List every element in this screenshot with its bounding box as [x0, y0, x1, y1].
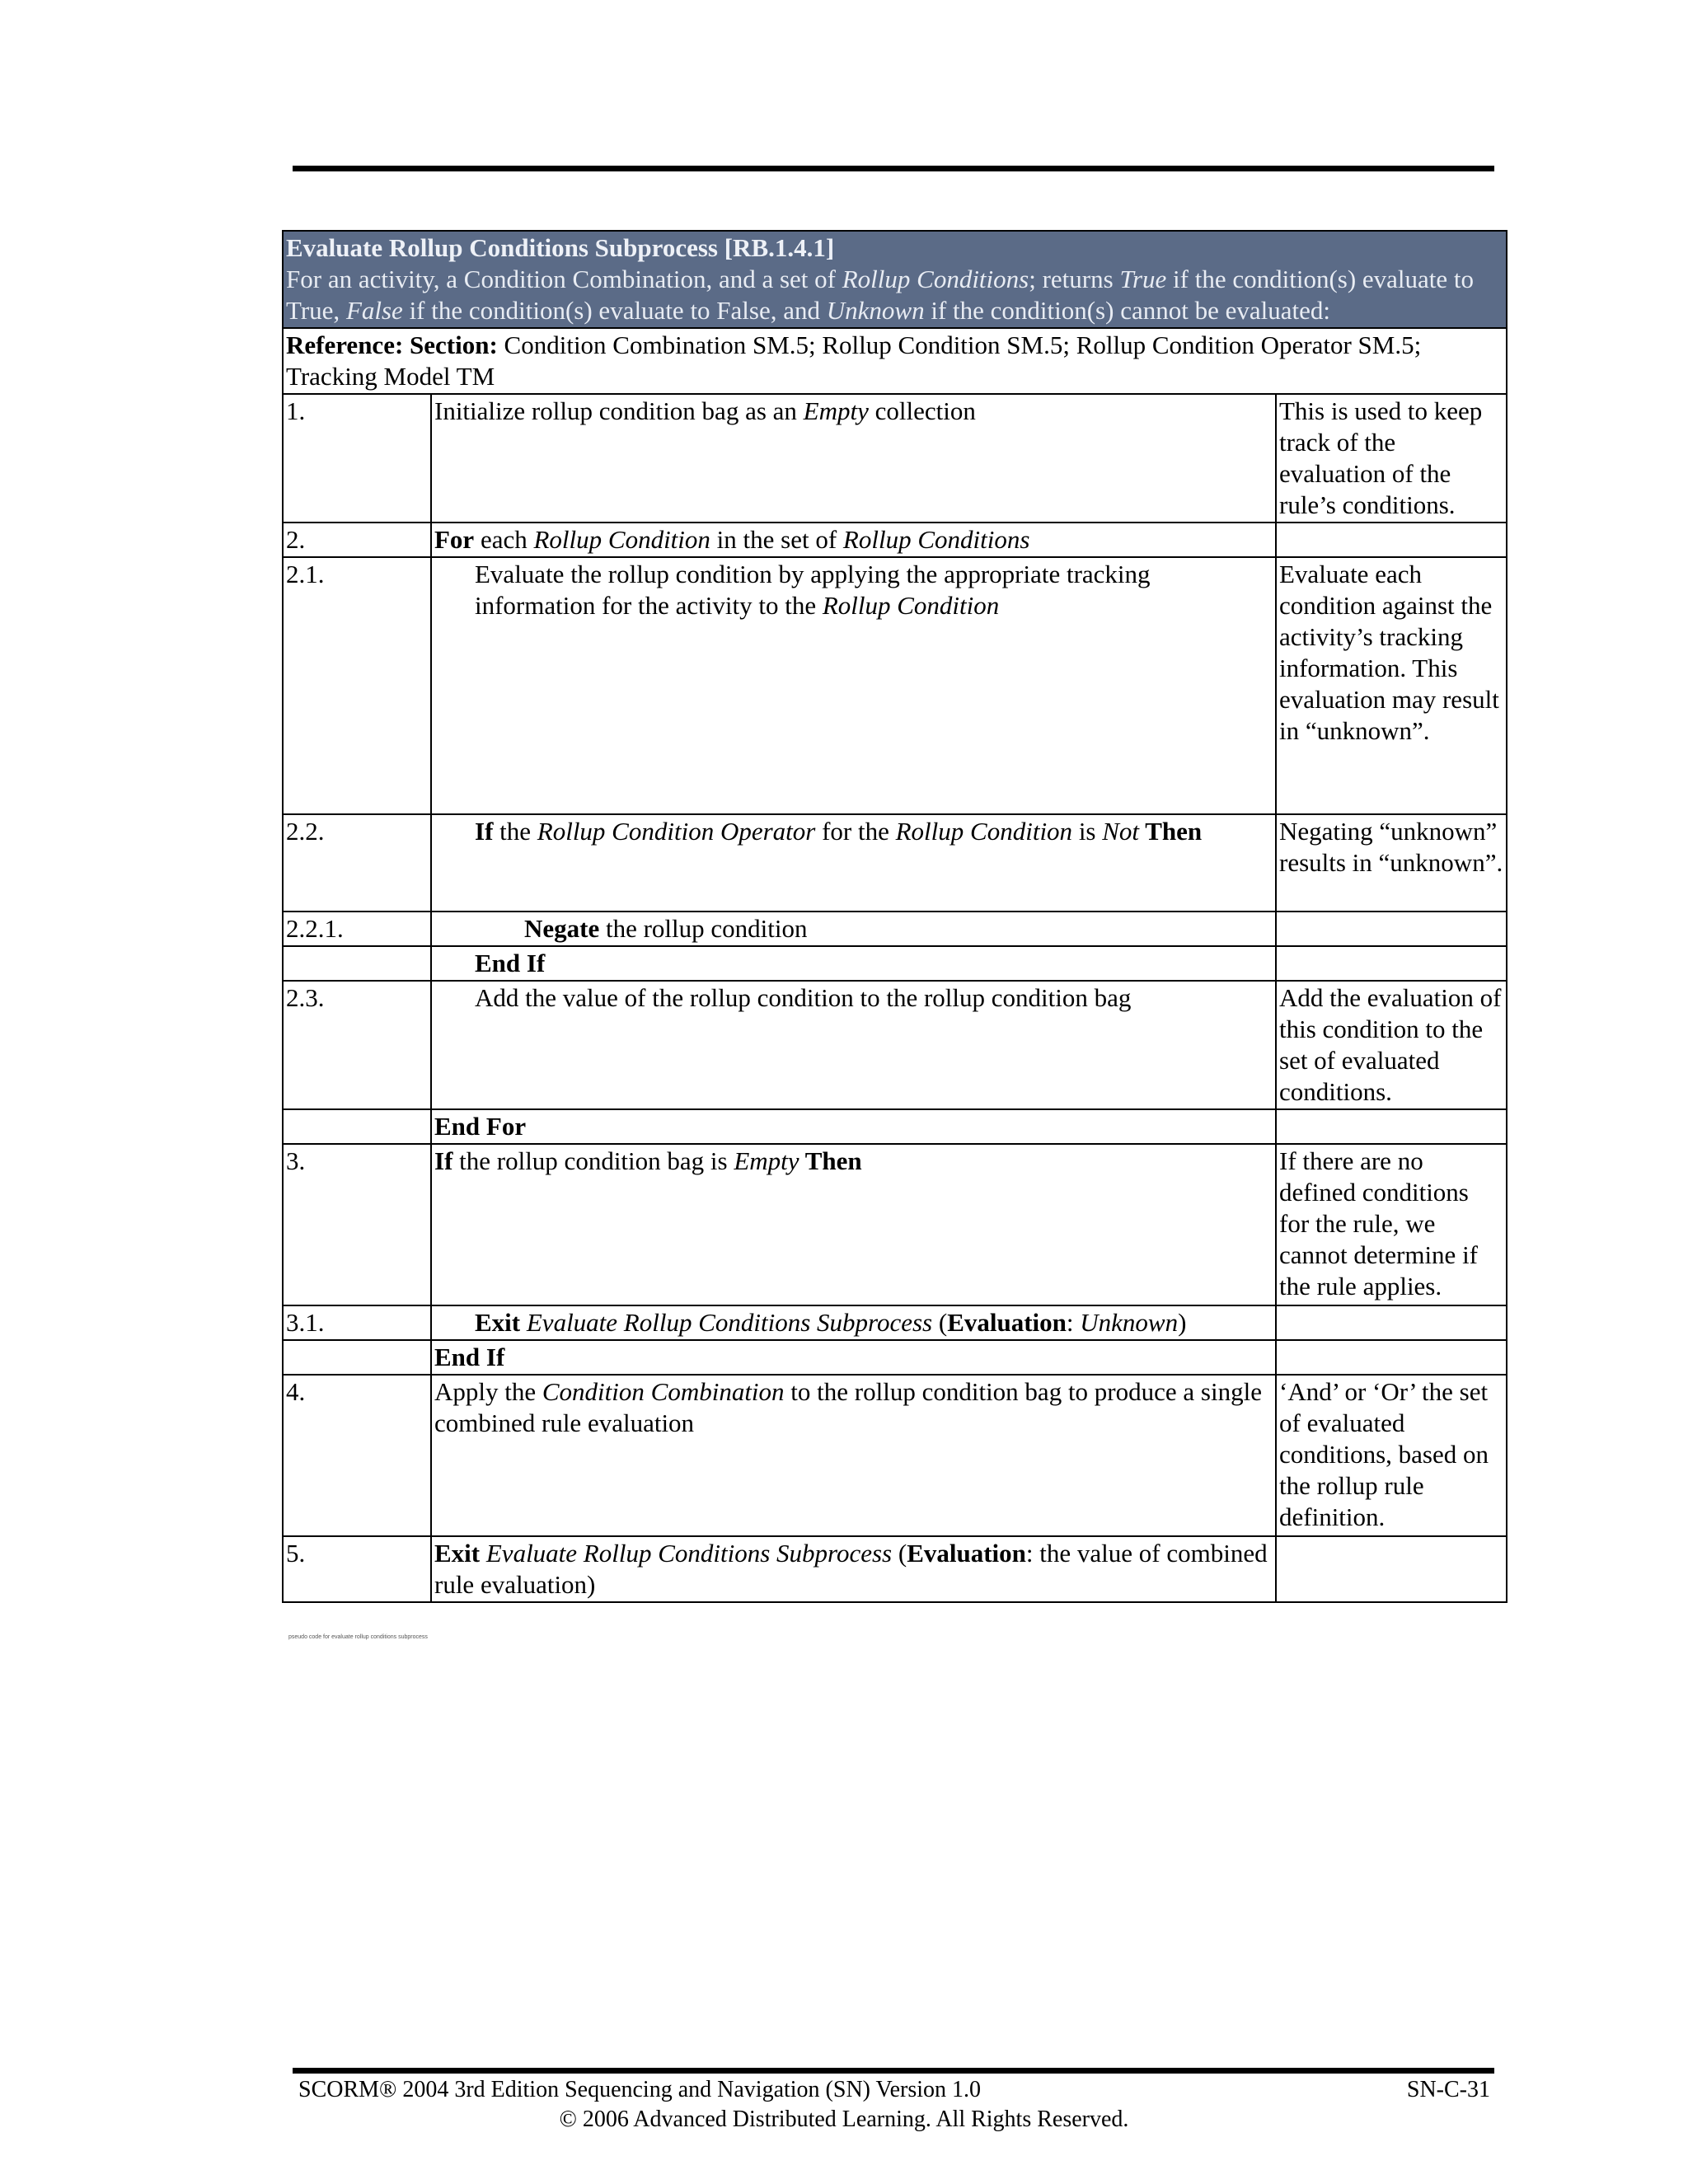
desc-text: True: [1119, 265, 1167, 293]
table-header-cell: [283, 231, 1507, 328]
step-number: 3.: [283, 1144, 431, 1305]
reference-row: [283, 328, 1507, 394]
step-note: [1276, 946, 1507, 981]
desc-text: False: [345, 296, 403, 325]
step-text: Apply the Condition Combination to the rollup condition bag to produce a single combined rule evaluation: [431, 1375, 1276, 1536]
step-number: [283, 1109, 431, 1144]
step-text: If the rollup condition bag is Empty Then: [431, 1144, 1276, 1305]
step-number: 2.3.: [283, 981, 431, 1109]
step-note: [1276, 1536, 1507, 1602]
step-note: [1276, 1340, 1507, 1375]
table-row: [283, 1305, 1507, 1340]
step-note: This is used to keep track of the evaluation of the rule’s conditions.: [1276, 394, 1507, 523]
bottom-rule: [293, 2068, 1494, 2074]
page-number: SN-C-31: [1406, 2077, 1490, 2102]
step-text: For each Rollup Condition in the set of Rollup Conditions: [431, 523, 1276, 557]
step-number: 2.2.: [283, 814, 431, 912]
step-text: End For: [431, 1109, 1276, 1144]
procedure-table: [282, 230, 1507, 1603]
step-number: 1.: [283, 394, 431, 523]
table-row: [283, 557, 1507, 814]
table-row: [283, 394, 1507, 523]
step-note: If there are no defined conditions for the rule, we cannot determine if the rule applies.: [1276, 1144, 1507, 1305]
reference-label: Reference:: [286, 330, 404, 359]
table-row: [283, 946, 1507, 981]
step-note: [1276, 912, 1507, 946]
copyright: © 2006 Advanced Distributed Learning. All Rights Reserved.: [559, 2107, 1129, 2132]
step-number: 2.2.1.: [283, 912, 431, 946]
table-caption: pseudo code for evaluate rollup conditions subprocess: [288, 1634, 428, 1640]
table-row: [283, 1375, 1507, 1536]
step-number: 3.1.: [283, 1305, 431, 1340]
step-number: [283, 946, 431, 981]
step-text: Exit Evaluate Rollup Conditions Subprocess (Evaluation: Unknown): [431, 1305, 1276, 1340]
table-row: [283, 814, 1507, 912]
table-row: [283, 523, 1507, 557]
step-note: [1276, 523, 1507, 557]
footer-title: SCORM® 2004 3rd Edition Sequencing and Navigation (SN) Version 1.0: [298, 2077, 982, 2102]
step-text: Add the value of the rollup condition to the rollup condition bag: [431, 981, 1276, 1109]
step-note: Negating “unknown” results in “unknown”.: [1276, 814, 1507, 912]
step-number: 5.: [283, 1536, 431, 1602]
table-row: [283, 912, 1507, 946]
step-note: [1276, 1305, 1507, 1340]
table-row: [283, 1144, 1507, 1305]
reference-cell: [283, 328, 1507, 394]
step-text: Evaluate the rollup condition by applying the appropriate tracking information for the activity to the Rollup Condition: [431, 557, 1276, 814]
table-header-row: [283, 231, 1507, 328]
step-text: Initialize rollup condition bag as an Empty collection: [431, 394, 1276, 523]
section-label: Section:: [410, 330, 498, 359]
step-number: 2.: [283, 523, 431, 557]
procedure-title: Evaluate Rollup Conditions Subprocess [RB.1.4.1]: [286, 233, 835, 262]
desc-text: For an activity, a Condition Combination, and a set of: [286, 265, 842, 293]
step-text: End If: [431, 946, 1276, 981]
desc-text: ; returns: [1029, 265, 1120, 293]
desc-text: if the condition(s) evaluate to True,: [286, 265, 1475, 325]
desc-text: Rollup Conditions: [842, 265, 1029, 293]
table-row: [283, 1340, 1507, 1375]
desc-text: if the condition(s) evaluate to False, and: [402, 296, 827, 325]
step-note: [1276, 1109, 1507, 1144]
step-note: Evaluate each condition against the activity’s tracking information. This evaluation may result in “unknown”.: [1276, 557, 1507, 814]
top-rule: [293, 166, 1494, 171]
desc-text: Unknown: [826, 296, 925, 325]
step-number: 2.1.: [283, 557, 431, 814]
step-text: Exit Evaluate Rollup Conditions Subprocess (Evaluation: the value of combined rule evaluation): [431, 1536, 1276, 1602]
step-note: Add the evaluation of this condition to the set of evaluated conditions.: [1276, 981, 1507, 1109]
procedure-description: [286, 264, 1504, 326]
desc-text: if the condition(s) cannot be evaluated:: [924, 296, 1330, 325]
table-row: [283, 981, 1507, 1109]
table-row: [283, 1109, 1507, 1144]
step-number: [283, 1340, 431, 1375]
step-number: 4.: [283, 1375, 431, 1536]
table-row: [283, 1536, 1507, 1602]
step-text: If the Rollup Condition Operator for the Rollup Condition is Not Then: [431, 814, 1276, 912]
reference-text: Condition Combination SM.5; Rollup Condition SM.5; Rollup Condition Operator SM.5; Tracking Model TM: [286, 330, 1422, 391]
step-text: Negate the rollup condition: [431, 912, 1276, 946]
step-text: End If: [431, 1340, 1276, 1375]
step-note: ‘And’ or ‘Or’ the set of evaluated conditions, based on the rollup rule definition.: [1276, 1375, 1507, 1536]
